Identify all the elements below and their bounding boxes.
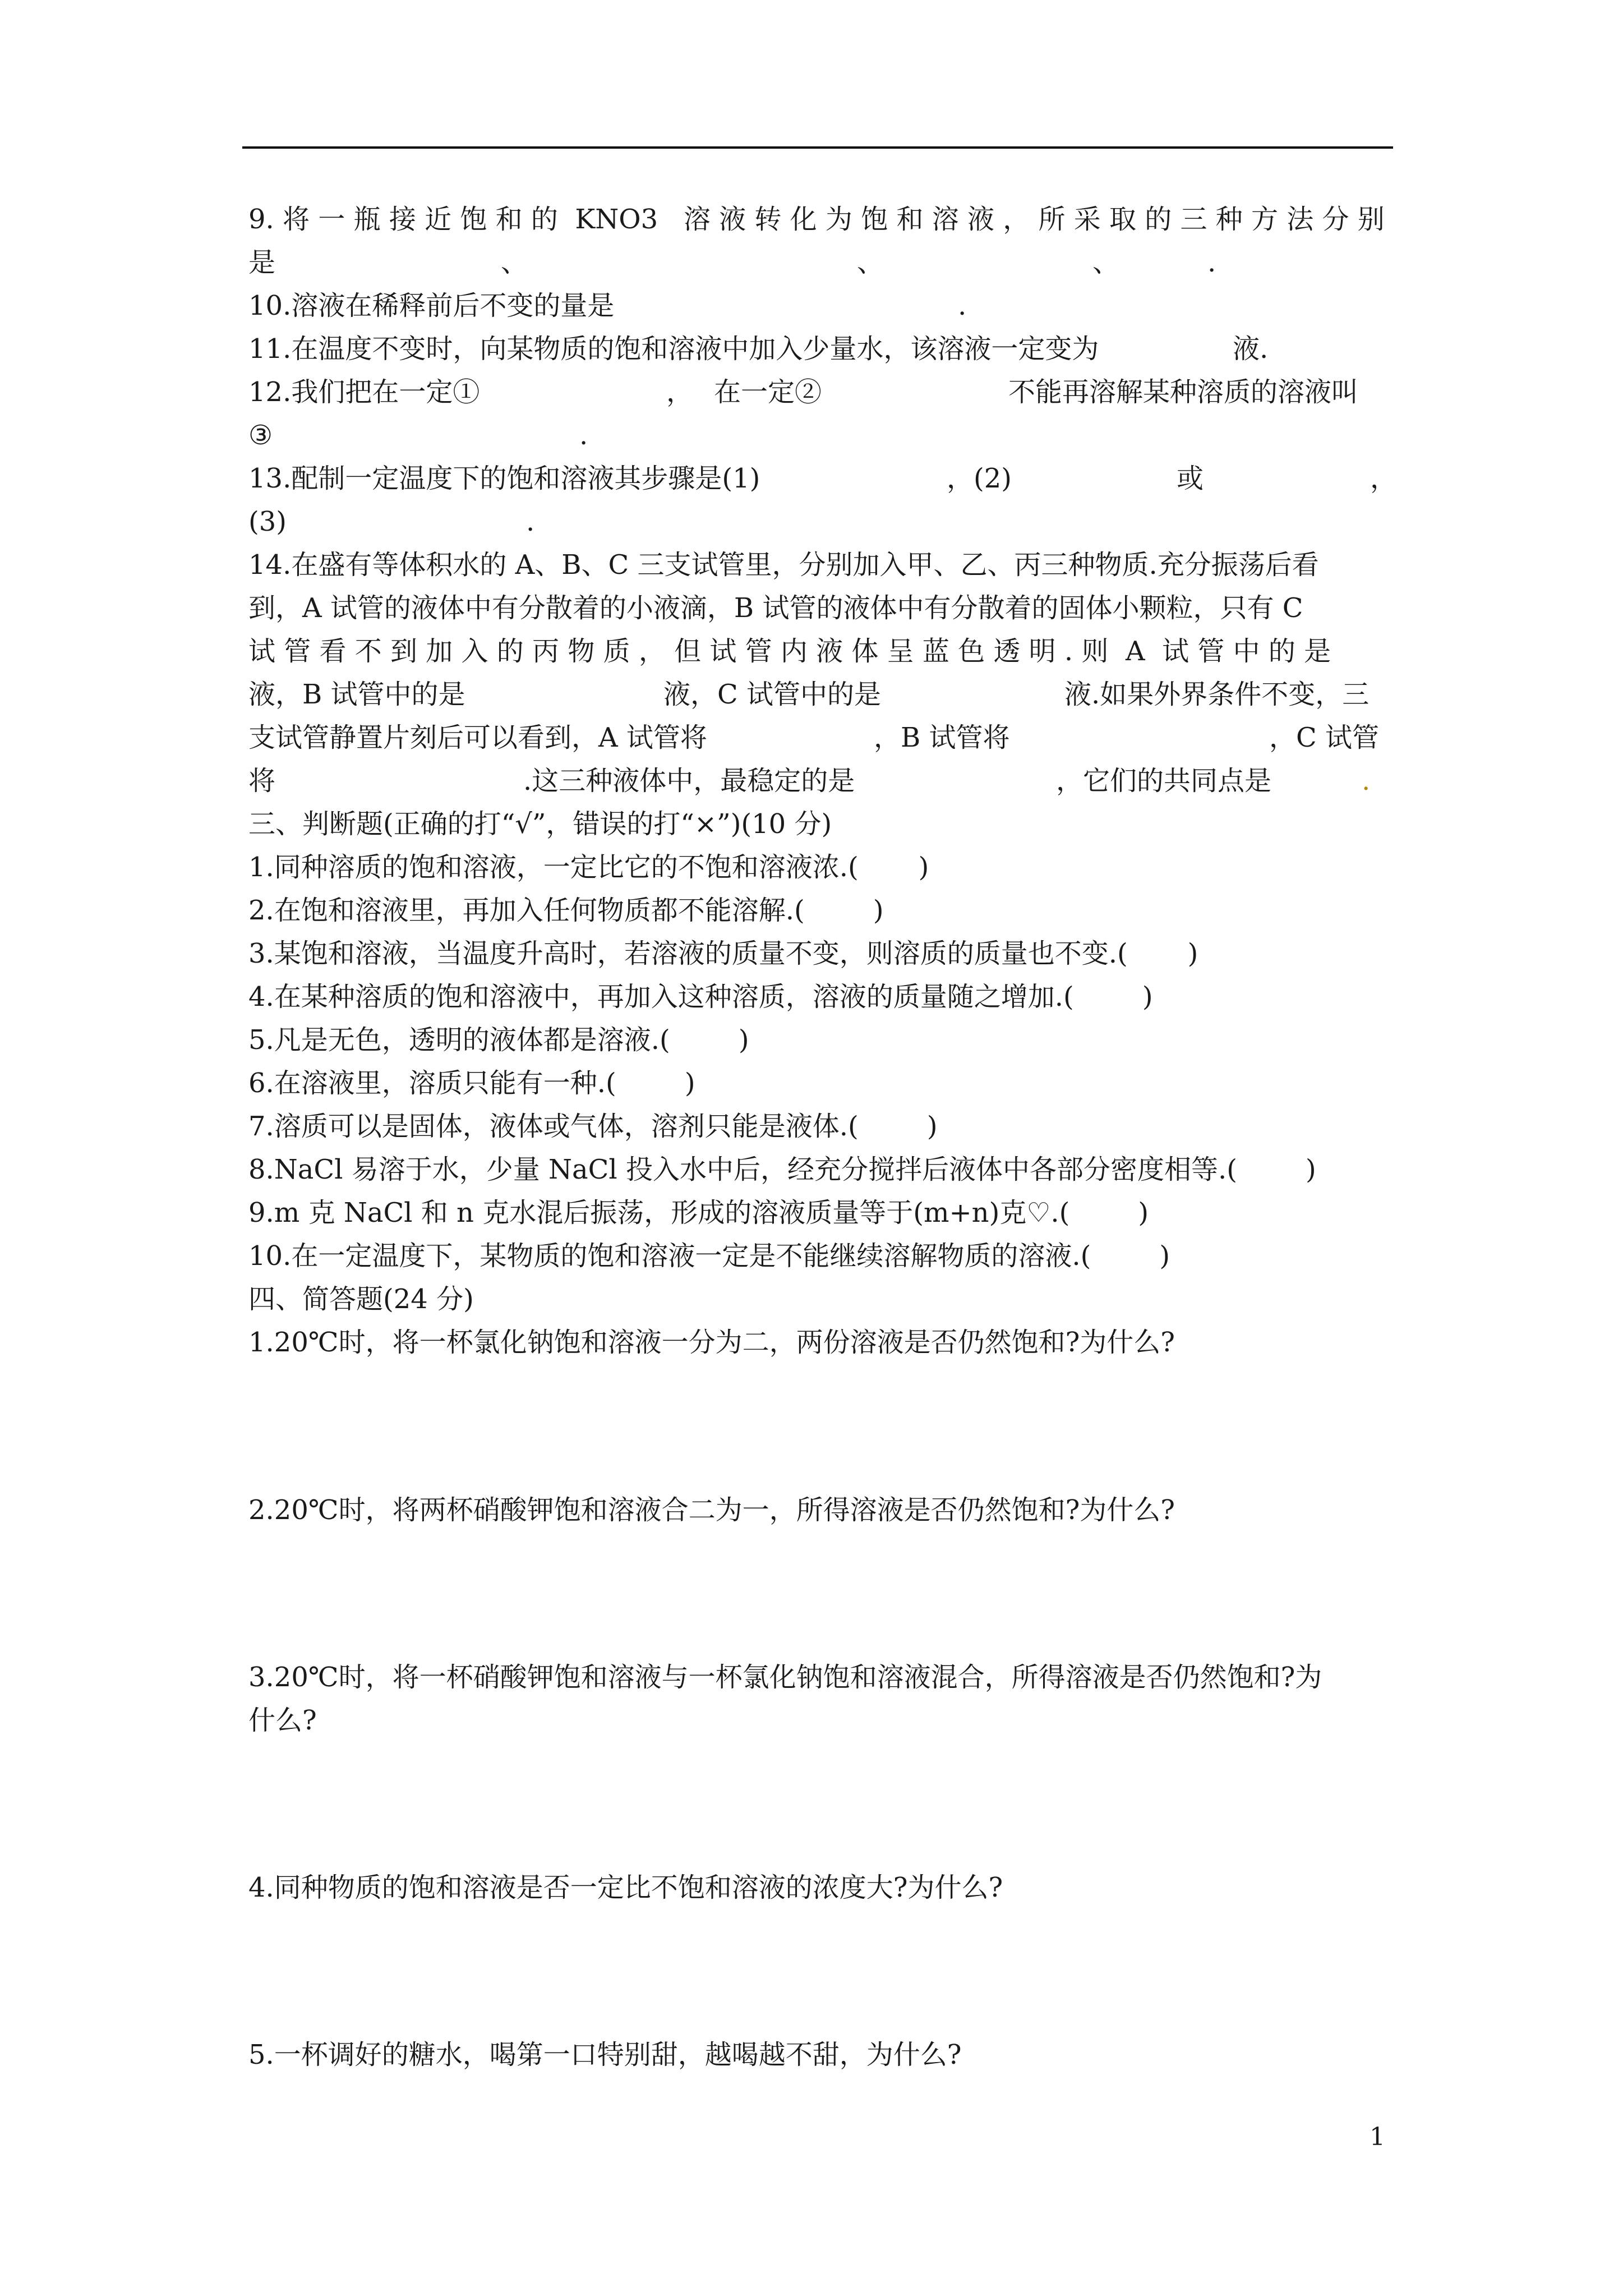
q13-end: . — [526, 506, 535, 537]
judge-item — [248, 932, 1198, 975]
q14-line6 — [248, 760, 1393, 802]
judge-item-2: 2.在饱和溶液里，再加入任何物质都不能溶解.( ) — [248, 895, 884, 926]
q14-line1 — [248, 544, 1319, 586]
q14-l5-c: ，C 试管 — [1269, 722, 1379, 753]
judge-item — [248, 1148, 1316, 1191]
short-q2 — [248, 1489, 1175, 1531]
q9-line2 — [248, 241, 1393, 284]
q13-step2: ，(2) — [947, 463, 1012, 494]
judge-item-6: 6.在溶液里，溶质只能有一种.( ) — [248, 1068, 695, 1099]
judge-item-4: 4.在某种溶质的饱和溶液中，再加入这种溶质，溶液的质量随之增加.( ) — [248, 981, 1153, 1013]
q10-end: . — [958, 290, 967, 321]
judge-item — [248, 846, 929, 889]
q13-step1: 13.配制一定温度下的饱和溶液其步骤是(1) — [248, 463, 760, 494]
short-q3-text-2: 什么? — [248, 1705, 317, 1736]
judge-item-1: 1.同种溶质的饱和溶液，一定比它的不饱和溶液浓.( ) — [248, 852, 929, 883]
q13-comma: ， — [1370, 463, 1398, 494]
q12-part-d: 不能再溶解某种溶质的溶液叫 — [1008, 376, 1359, 408]
judge-item-10: 10.在一定温度下，某物质的饱和溶液一定是不能继续溶解物质的溶液.( ) — [248, 1240, 1170, 1272]
judge-item-7: 7.溶质可以是固体，液体或气体，溶剂只能是液体.( ) — [248, 1111, 938, 1142]
short-answer-heading — [248, 1278, 474, 1320]
q11-text: 11.在温度不变时，向某物质的饱和溶液中加入少量水，该溶液一定变为 — [248, 333, 1099, 365]
q12-end: . — [579, 420, 588, 451]
q11-line — [248, 328, 1393, 370]
short-q4 — [248, 1866, 1003, 1909]
q9-end: . — [1207, 247, 1216, 278]
judge-heading-text: 三、判断题(正确的打“√”，错误的打“×”)(10 分) — [248, 808, 832, 840]
q14-l6-c: ，它们的共同点是 — [1056, 765, 1272, 797]
q14-l6-end: . — [1362, 765, 1371, 797]
q14-line3 — [248, 630, 1331, 673]
q12-line2 — [248, 414, 1393, 457]
q14-l5-a: 支试管静置片刻后可以看到，A 试管将 — [248, 722, 707, 753]
judge-item-8: 8.NaCl 易溶于水，少量 NaCl 投入水中后，经充分搅拌后液体中各部分密度相等.( ) — [248, 1154, 1316, 1185]
short-q4-text: 4.同种物质的饱和溶液是否一定比不饱和溶液的浓度大?为什么? — [248, 1872, 1003, 1903]
judge-item — [248, 976, 1153, 1018]
q12-part-c: 在一定② — [714, 376, 822, 408]
short-q5-text: 5.一杯调好的糖水，喝第一口特别甜，越喝越不甜，为什么? — [248, 2039, 962, 2070]
q12-comma: ， — [666, 376, 694, 408]
judge-item — [248, 889, 884, 932]
q14-line5 — [248, 716, 1393, 759]
judge-heading — [248, 803, 832, 845]
short-q2-text: 2.20℃时，将两杯硝酸钾饱和溶液合二为一，所得溶液是否仍然饱和?为什么? — [248, 1494, 1175, 1526]
q13-or: 或 — [1177, 463, 1204, 494]
q10-text: 10.溶液在稀释前后不变的量是 — [248, 290, 615, 321]
short-q3-line1 — [248, 1656, 1322, 1699]
q14-text-1: 14.在盛有等体积水的 A、B、C 三支试管里，分别加入甲、乙、丙三种物质.充分振荡后看 — [248, 549, 1319, 581]
q14-text-2: 到，A 试管的液体中有分散着的小液滴，B 试管的液体中有分散着的固体小颗粒，只有 C — [248, 592, 1303, 624]
q9-sep1: 、 — [501, 247, 528, 278]
q9-sep3: 、 — [1092, 247, 1120, 278]
q14-l6-a: 将 — [248, 765, 276, 797]
q9-sep2: 、 — [857, 247, 884, 278]
judge-item — [248, 1191, 1149, 1234]
q10-line — [248, 284, 1393, 327]
q14-text-3: 试 管 看 不 到 加 入 的 丙 物 质 ， 但 试 管 内 液 体 呈 蓝 色 透 明 . 则 A 试 管 中 的 是 — [248, 636, 1331, 667]
judge-item-9: 9.m 克 NaCl 和 n 克水混后振荡，形成的溶液质量等于(m+n)克♡.( ) — [248, 1197, 1149, 1228]
header-rule — [242, 146, 1393, 149]
q14-line2 — [248, 587, 1303, 629]
short-q1-text: 1.20℃时，将一杯氯化钠饱和溶液一分为二，两份溶液是否仍然饱和?为什么? — [248, 1327, 1175, 1358]
q13-line2 — [248, 500, 1393, 543]
q14-l6-b: .这三种液体中，最稳定的是 — [523, 765, 855, 797]
short-answer-heading-text: 四、简答题(24 分) — [248, 1283, 474, 1315]
q14-l5-b: ，B 试管将 — [874, 722, 1010, 753]
q14-l4-c: 液.如果外界条件不变，三 — [1064, 679, 1370, 710]
q14-l4-a: 液，B 试管中的是 — [248, 679, 465, 710]
short-q5 — [248, 2033, 962, 2076]
q9-line1 — [248, 198, 1385, 241]
judge-item-3: 3.某饱和溶液，当温度升高时，若溶液的质量不变，则溶质的质量也不变.( ) — [248, 938, 1198, 969]
judge-item — [248, 1235, 1170, 1277]
judge-item — [248, 1019, 749, 1061]
q14-line4 — [248, 673, 1393, 716]
short-q1 — [248, 1321, 1175, 1364]
judge-item-5: 5.凡是无色，透明的液体都是溶液.( ) — [248, 1024, 749, 1056]
q12-line1 — [248, 371, 1393, 413]
short-q3-line2 — [248, 1699, 317, 1742]
q12-circle3: ③ — [248, 420, 273, 451]
q14-l4-b: 液，C 试管中的是 — [663, 679, 881, 710]
judge-item — [248, 1062, 695, 1105]
q9-text: 9. 将 一 瓶 接 近 饱 和 的 KNO3 溶 液 转 化 为 饱 和 溶 液 ， 所 采 取 的 三 种 方 法 分 别 — [248, 204, 1385, 235]
short-q3-text-1: 3.20℃时，将一杯硝酸钾饱和溶液与一杯氯化钠饱和溶液混合，所得溶液是否仍然饱和?为 — [248, 1662, 1322, 1693]
q9-prefix: 是 — [248, 247, 276, 278]
q12-part-a: 12.我们把在一定① — [248, 376, 480, 408]
q13-step3: (3) — [248, 506, 287, 537]
q13-line1 — [248, 457, 1398, 500]
judge-item — [248, 1105, 938, 1148]
page-number: 1 — [1370, 2123, 1385, 2151]
q11-end: 液. — [1233, 333, 1269, 365]
